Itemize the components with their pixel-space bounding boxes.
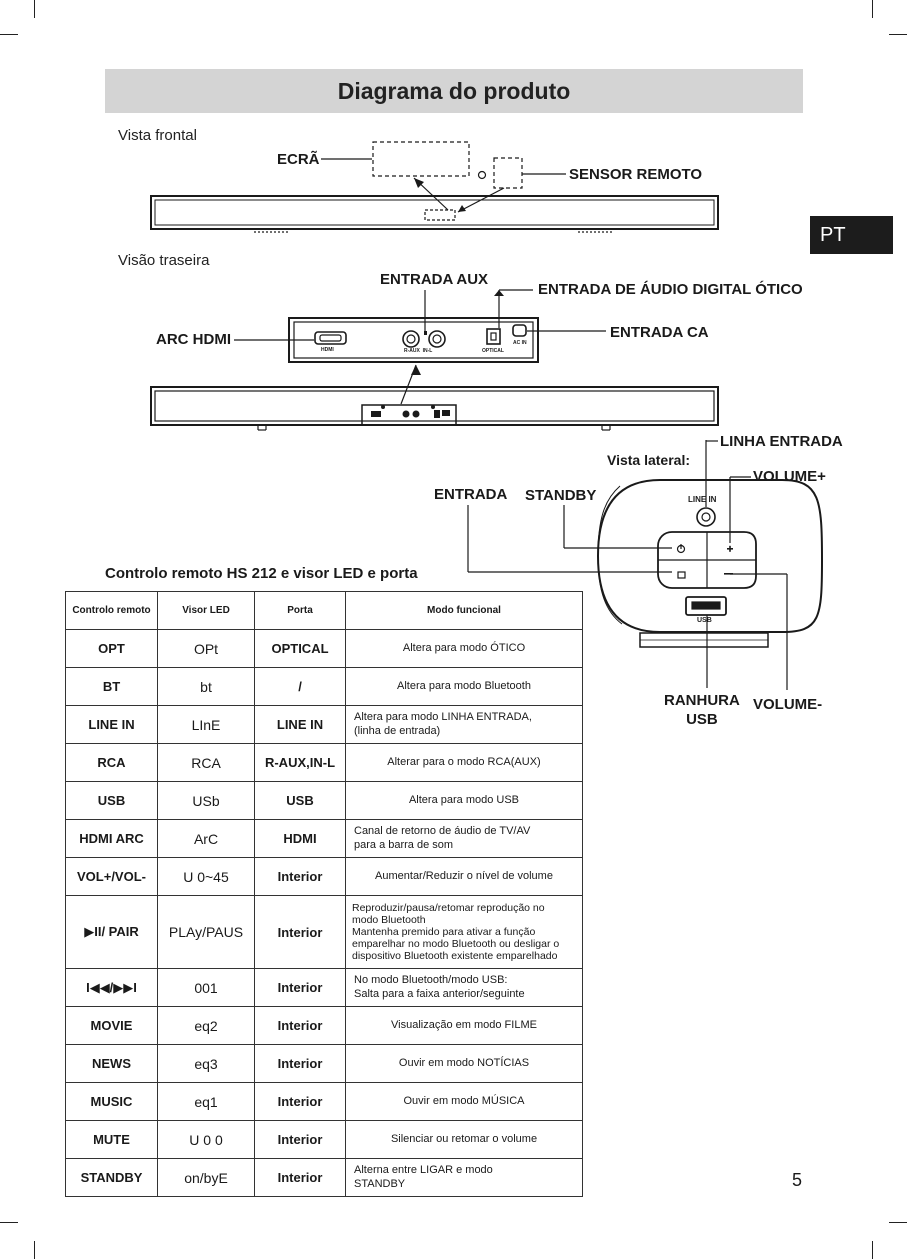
table-row — [66, 630, 583, 668]
port: Interior — [255, 969, 346, 1007]
usb-slot-callout-line1: RANHURA — [664, 692, 740, 709]
port: / — [255, 668, 346, 706]
aux-input-callout: ENTRADA AUX — [380, 271, 489, 288]
mode-description: Reproduzir/pausa/retomar reprodução no modo Bluetooth Mantenha premido para ativar a função emparelhar no modo Bluetooth ou desligar o dispositivo Bluetooth existente emparelhado — [346, 896, 583, 969]
ac-input-callout: ENTRADA CA — [610, 324, 709, 341]
front-soundbar — [151, 196, 718, 229]
remote-key: RCA — [66, 744, 158, 782]
port: HDMI — [255, 820, 346, 858]
mode-description: Visualização em modo FILME — [346, 1007, 583, 1045]
table-row — [66, 820, 583, 858]
port: Interior — [255, 1121, 346, 1159]
header-port: Porta — [255, 592, 346, 630]
led-display: U 0~45 — [158, 858, 255, 896]
language-badge: PT — [810, 216, 893, 254]
volume-up-callout: VOLUME+ — [753, 468, 826, 485]
mode-description: Ouvir em modo MÚSICA — [346, 1083, 583, 1121]
mode-description: Ouvir em modo NOTÍCIAS — [346, 1045, 583, 1083]
remote-key: MOVIE — [66, 1007, 158, 1045]
header-led: Visor LED — [158, 592, 255, 630]
table-row — [66, 1007, 583, 1045]
display-window — [373, 142, 469, 176]
remote-key: VOL+/VOL- — [66, 858, 158, 896]
header-remote: Controlo remoto — [66, 592, 158, 630]
mode-description: Alterna entre LIGAR e modo STANDBY — [346, 1159, 583, 1197]
remote-sensor-callout: SENSOR REMOTO — [569, 166, 703, 183]
table-row — [66, 1121, 583, 1159]
led-display: eq2 — [158, 1007, 255, 1045]
remote-key: MUTE — [66, 1121, 158, 1159]
remote-key: LINE IN — [66, 706, 158, 744]
standby-callout: STANDBY — [525, 487, 597, 504]
table-row — [66, 782, 583, 820]
table-row — [66, 969, 583, 1007]
page-title: Diagrama do produto — [337, 77, 571, 104]
led-display: eq3 — [158, 1045, 255, 1083]
table-row — [66, 668, 583, 706]
mode-description: Altera para modo USB — [346, 782, 583, 820]
remote-key: STANDBY — [66, 1159, 158, 1197]
led-display: USb — [158, 782, 255, 820]
mode-description: Silenciar ou retomar o volume — [346, 1121, 583, 1159]
mode-description: Canal de retorno de áudio de TV/AV para a barra de som — [346, 820, 583, 858]
port: Interior — [255, 1045, 346, 1083]
table-row — [66, 706, 583, 744]
port: LINE IN — [255, 706, 346, 744]
led-display: U 0 0 — [158, 1121, 255, 1159]
rear-view-label: Visão traseira — [118, 252, 210, 269]
mode-description: Altera para modo Bluetooth — [346, 668, 583, 706]
mode-description: Alterar para o modo RCA(AUX) — [346, 744, 583, 782]
side-view-label: Vista lateral: — [607, 452, 691, 468]
mode-description: Altera para modo LINHA ENTRADA, (linha de entrada) — [346, 706, 583, 744]
ac-port — [513, 325, 526, 336]
led-display: OPt — [158, 630, 255, 668]
line-in-callout: LINHA ENTRADA — [720, 433, 843, 450]
ac-port-label: AC IN — [513, 340, 527, 346]
aux-port-label: R-AUX IN-L — [404, 348, 433, 354]
mode-description: Aumentar/Reduzir o nível de volume — [346, 858, 583, 896]
remote-key: OPT — [66, 630, 158, 668]
volume-down-callout: VOLUME- — [753, 696, 823, 713]
table-header-row — [66, 592, 583, 630]
mode-description: No modo Bluetooth/modo USB: Salta para a faixa anterior/seguinte — [346, 969, 583, 1007]
table-row — [66, 1159, 583, 1197]
table-row — [66, 1083, 583, 1121]
header-mode: Modo funcional — [346, 592, 583, 630]
remote-table-title: Controlo remoto HS 212 e visor LED e porta — [105, 565, 418, 582]
led-display: eq1 — [158, 1083, 255, 1121]
line-in-jack — [697, 508, 715, 526]
mode-description: Altera para modo ÓTICO — [346, 630, 583, 668]
remote-key: BT — [66, 668, 158, 706]
line-in-panel-label: LINE IN — [688, 495, 717, 504]
front-view-label: Vista frontal — [118, 127, 197, 144]
table-row — [66, 1045, 583, 1083]
port: Interior — [255, 1007, 346, 1045]
remote-key: ▶II/ PAIR — [66, 896, 158, 969]
optical-port-label: OPTICAL — [482, 348, 504, 354]
page-number: 5 — [792, 1170, 803, 1190]
remote-key: NEWS — [66, 1045, 158, 1083]
remote-key: HDMI ARC — [66, 820, 158, 858]
port: Interior — [255, 1159, 346, 1197]
remote-key: USB — [66, 782, 158, 820]
usb-slot-callout — [664, 691, 740, 729]
hdmi-port-label: HDMI — [321, 347, 334, 353]
led-display: ArC — [158, 820, 255, 858]
led-display: PLAy/PAUS — [158, 896, 255, 969]
table-row — [66, 744, 583, 782]
optical-input-callout: ENTRADA DE ÁUDIO DIGITAL ÓTICO — [538, 281, 803, 298]
port: Interior — [255, 1083, 346, 1121]
remote-key: I◀◀/▶▶I — [66, 969, 158, 1007]
remote-key: MUSIC — [66, 1083, 158, 1121]
led-display: bt — [158, 668, 255, 706]
led-display: on/byE — [158, 1159, 255, 1197]
led-display: RCA — [158, 744, 255, 782]
port: Interior — [255, 896, 346, 969]
port: R-AUX,IN-L — [255, 744, 346, 782]
optical-port — [487, 329, 500, 344]
input-callout: ENTRADA — [434, 486, 508, 503]
usb-panel-label: USB — [697, 617, 712, 624]
table-row — [66, 896, 583, 969]
port: USB — [255, 782, 346, 820]
remote-sensor-window — [494, 158, 522, 188]
remote-control-table — [65, 591, 583, 1197]
port: Interior — [255, 858, 346, 896]
led-display: LInE — [158, 706, 255, 744]
usb-slot-callout-line2: USB — [686, 711, 718, 728]
led-display: 001 — [158, 969, 255, 1007]
table-row — [66, 858, 583, 896]
aux-r-jack — [403, 331, 419, 347]
port: OPTICAL — [255, 630, 346, 668]
display-callout: ECRÃ — [277, 151, 320, 168]
aux-l-jack — [429, 331, 445, 347]
hdmi-arc-callout: ARC HDMI — [156, 331, 231, 348]
